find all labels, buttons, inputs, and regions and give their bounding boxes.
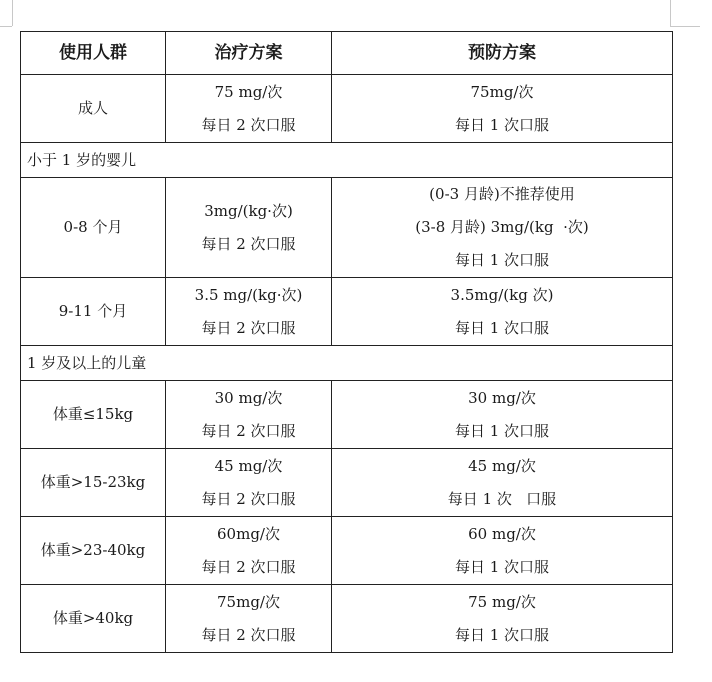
treatment-line: 每日 2 次口服 (201, 421, 296, 440)
treatment-line: 45 mg/次 (214, 456, 283, 475)
table-row (21, 278, 673, 346)
prevention-line: 每日 1 次口服 (454, 318, 550, 337)
population-cell: 成人 (21, 75, 166, 143)
treatment-line: 60mg/次 (217, 524, 280, 543)
prevention-line: 75 mg/次 (468, 592, 536, 611)
table-header-row (21, 32, 673, 75)
prevention-cell (332, 75, 673, 143)
table-row (21, 585, 673, 653)
treatment-cell (166, 381, 332, 449)
prevention-line: 3.5mg/(kg 次) (450, 285, 554, 304)
treatment-cell (166, 75, 332, 143)
table-row (21, 517, 673, 585)
table-row (21, 381, 673, 449)
section-row (21, 143, 673, 178)
prevention-cell (332, 381, 673, 449)
treatment-line: 75 mg/次 (214, 82, 283, 101)
treatment-cell (166, 178, 332, 278)
prevention-line: 60 mg/次 (468, 524, 536, 543)
treatment-line: 30 mg/次 (214, 388, 283, 407)
prevention-line: 每日 1 次口服 (454, 115, 550, 134)
page-corner-mark-left (12, 0, 13, 26)
population-cell: 体重>23-40kg (21, 517, 166, 585)
page-corner-mark-right (670, 0, 671, 26)
table-row (21, 75, 673, 143)
treatment-cell (166, 449, 332, 517)
section-label: 1 岁及以上的儿童 (21, 346, 673, 381)
population-cell: 9-11 个月 (21, 278, 166, 346)
prevention-cell (332, 278, 673, 346)
table-row (21, 178, 673, 278)
section-label: 小于 1 岁的婴儿 (21, 143, 673, 178)
dosage-table (20, 31, 673, 653)
prevention-line: 75mg/次 (470, 82, 534, 101)
page-corner-mark-left-h (0, 26, 12, 27)
treatment-line: 75mg/次 (217, 592, 280, 611)
prevention-cell (332, 585, 673, 653)
prevention-line: (3-8 月龄) 3mg/(kg ·次) (415, 218, 589, 236)
table-body (21, 75, 673, 653)
treatment-cell (166, 278, 332, 346)
prevention-line: 45 mg/次 (468, 456, 536, 475)
treatment-line: 每日 2 次口服 (201, 625, 296, 644)
header-prevention: 预防方案 (332, 32, 673, 75)
treatment-line: 每日 2 次口服 (201, 234, 296, 253)
prevention-line: 每日 1 次口服 (454, 625, 550, 644)
population-cell: 体重≤15kg (21, 381, 166, 449)
treatment-line: 3.5 mg/(kg·次) (194, 285, 303, 304)
treatment-line: 3mg/(kg·次) (204, 201, 293, 220)
prevention-cell (332, 517, 673, 585)
prevention-line: 每日 1 次口服 (454, 421, 550, 440)
header-treatment: 治疗方案 (166, 32, 332, 75)
section-row (21, 346, 673, 381)
prevention-line: 每日 1 次口服 (454, 251, 550, 269)
population-cell: 0-8 个月 (21, 178, 166, 278)
header-population: 使用人群 (21, 32, 166, 75)
treatment-cell (166, 517, 332, 585)
prevention-line: 30 mg/次 (468, 388, 536, 407)
treatment-cell (166, 585, 332, 653)
treatment-line: 每日 2 次口服 (201, 557, 296, 576)
prevention-line: (0-3 月龄)不推荐使用 (429, 185, 575, 203)
treatment-line: 每日 2 次口服 (201, 489, 296, 508)
table-row (21, 449, 673, 517)
prevention-line: 每日 1 次 口服 (447, 489, 557, 508)
prevention-cell (332, 178, 673, 278)
page-corner-mark-right-h (670, 26, 700, 27)
prevention-cell (332, 449, 673, 517)
treatment-line: 每日 2 次口服 (201, 318, 296, 337)
population-cell: 体重>40kg (21, 585, 166, 653)
prevention-line: 每日 1 次口服 (454, 557, 550, 576)
population-cell: 体重>15-23kg (21, 449, 166, 517)
treatment-line: 每日 2 次口服 (201, 115, 296, 134)
